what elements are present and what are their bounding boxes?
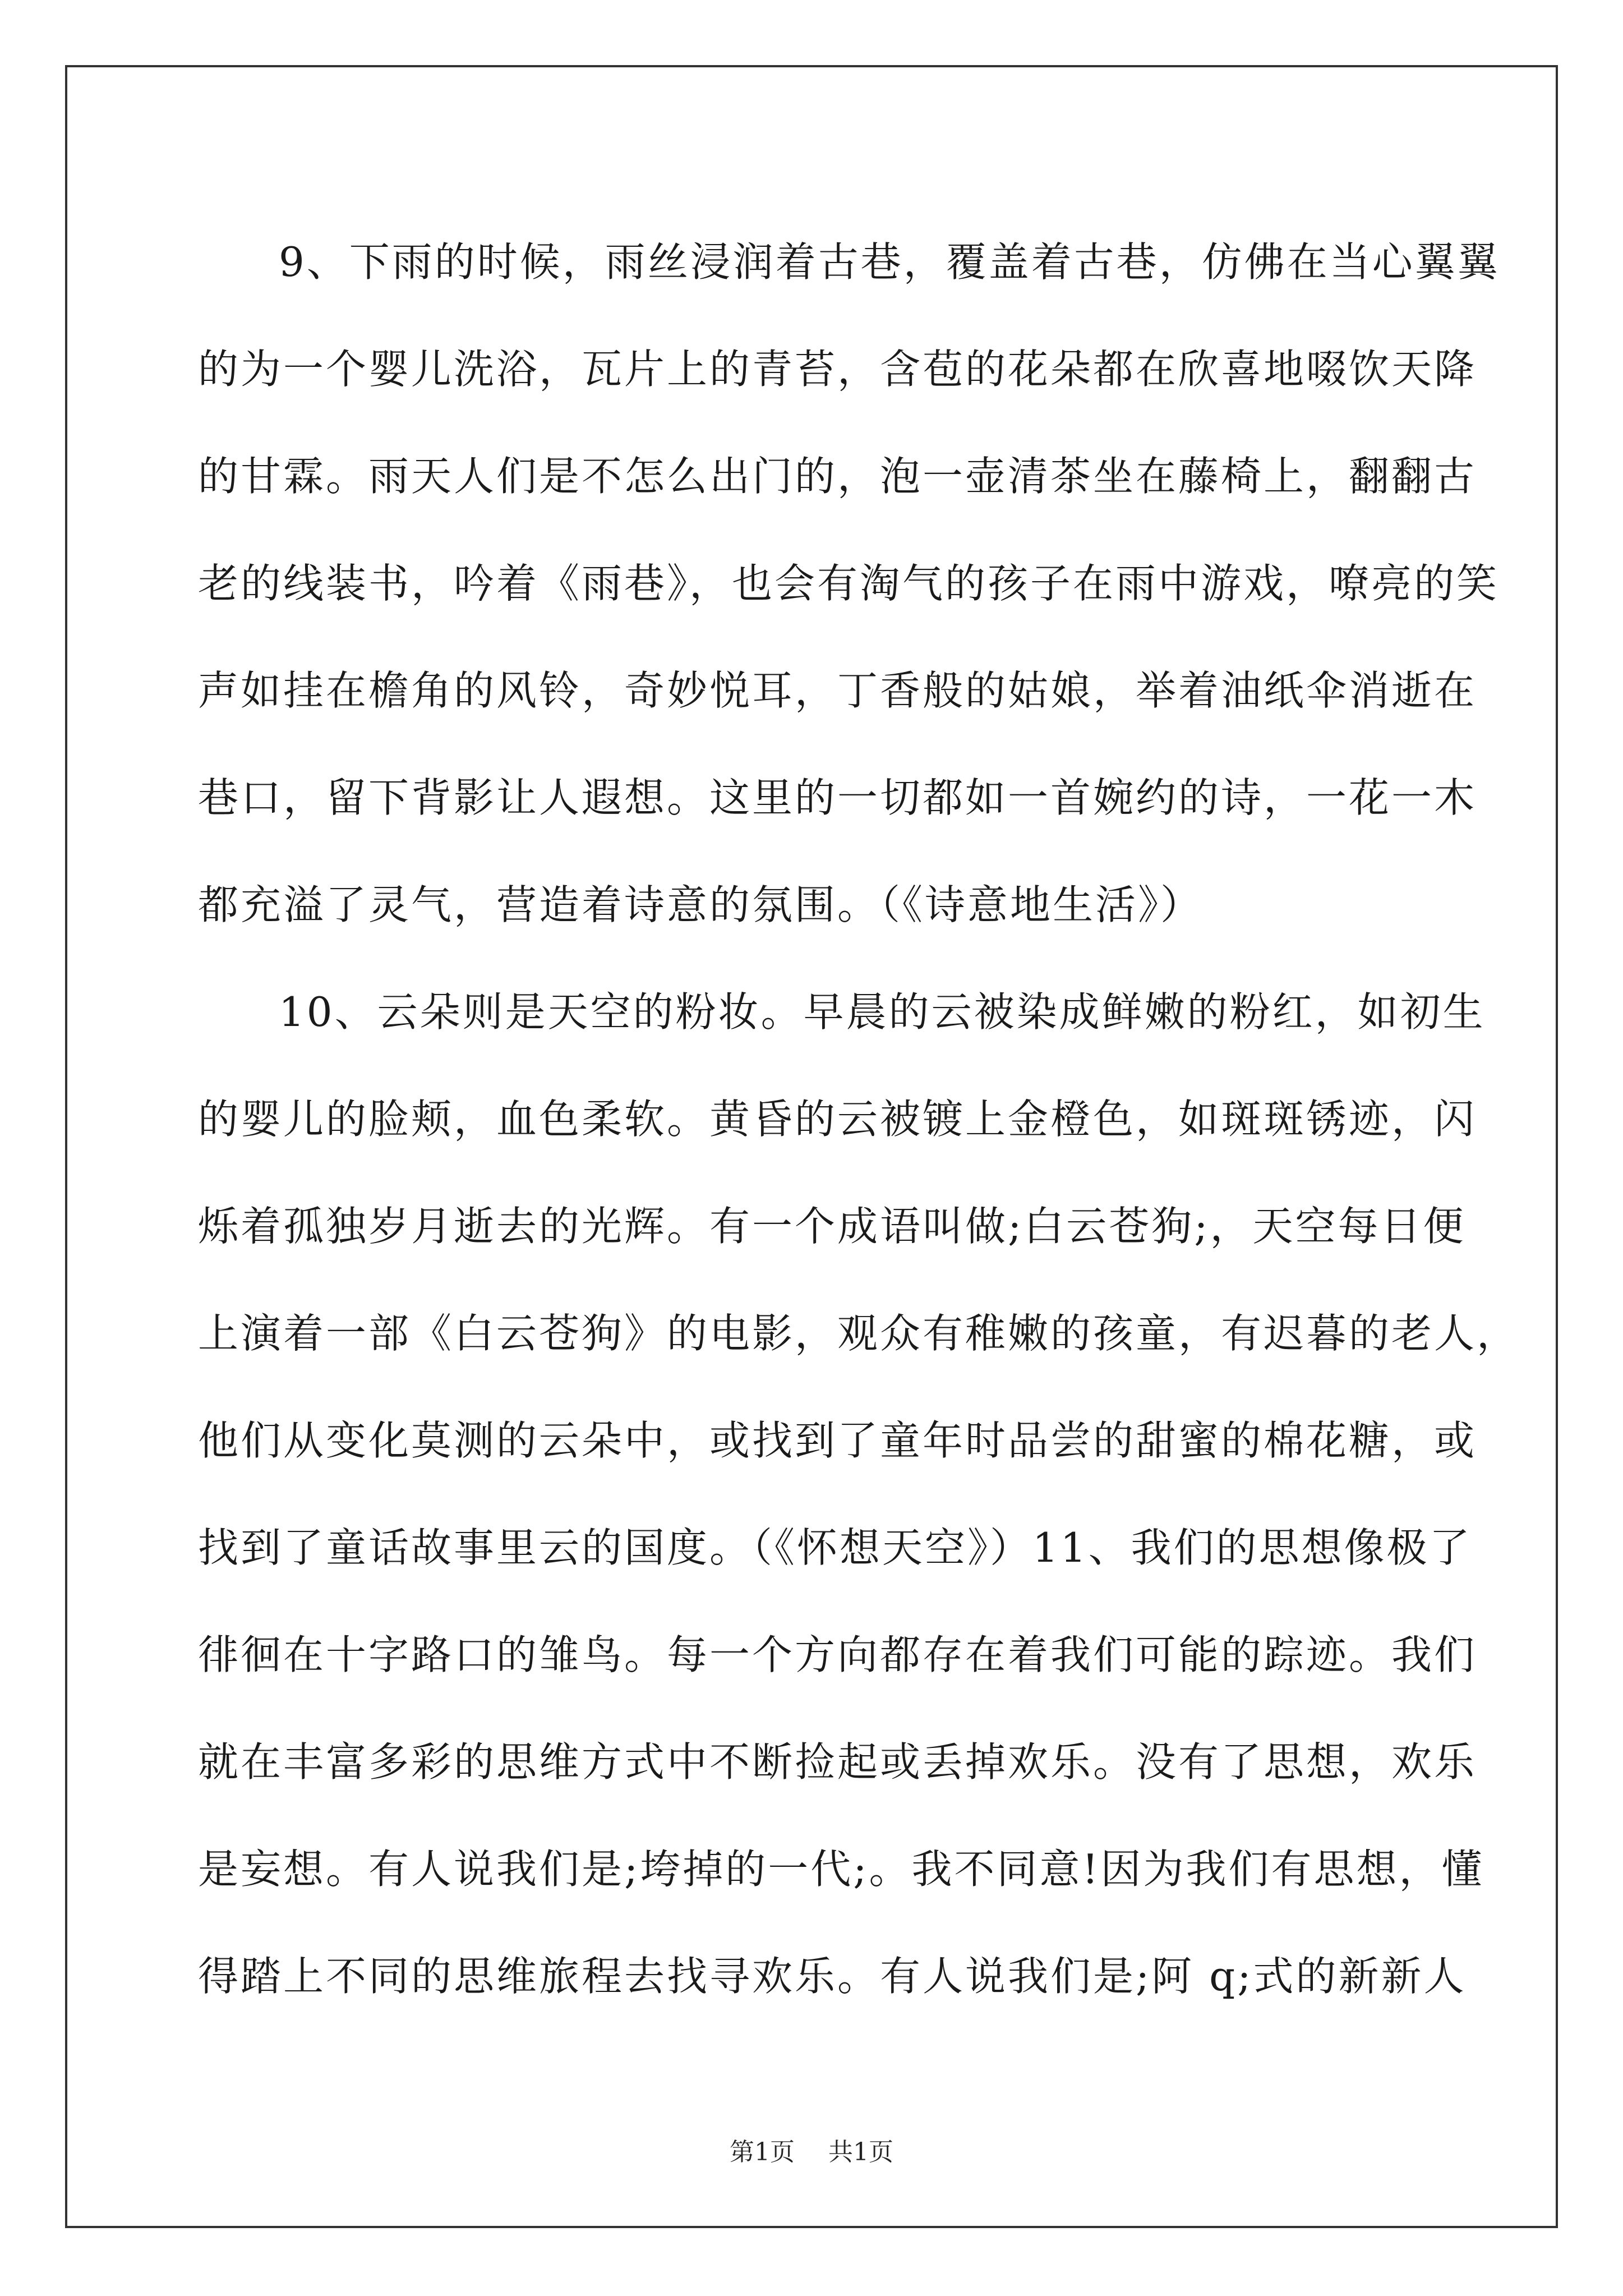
text-line: 9、下雨的时候，雨丝浸润着古巷，覆盖着古巷，仿佛在当心翼翼 bbox=[279, 238, 1500, 286]
document-body bbox=[198, 209, 1520, 2030]
text-line: 10、云朵则是天空的粉妆。早晨的云被染成鲜嫩的粉红，如初生 bbox=[279, 988, 1486, 1036]
text-line: 的甘霖。雨天人们是不怎么出门的，泡一壶清茶坐在藤椅上，翻翻古 bbox=[198, 453, 1477, 500]
text-line: 的为一个婴儿洗浴，瓦片上的青苔，含苞的花朵都在欣喜地啜饮天降 bbox=[198, 346, 1477, 393]
page-total: 共1页 bbox=[828, 2138, 893, 2166]
text-line: 徘徊在十字路口的雏鸟。每一个方向都存在着我们可能的踪迹。我们 bbox=[198, 1631, 1477, 1678]
text-line: 他们从变化莫测的云朵中，或找到了童年时品尝的甜蜜的棉花糖，或 bbox=[198, 1417, 1477, 1464]
text-line: 得踏上不同的思维旅程去找寻欢乐。有人说我们是;阿 q;式的新新人 bbox=[198, 1953, 1467, 2000]
text-line: 老的线装书，吟着《雨巷》，也会有淘气的孩子在雨中游戏，嘹亮的笑 bbox=[198, 560, 1500, 607]
paragraph-rain-alley bbox=[198, 209, 1500, 959]
page-number: 第1页 bbox=[730, 2138, 795, 2166]
text-line: 巷口，留下背影让人遐想。这里的一切都如一首婉约的诗，一花一木 bbox=[198, 774, 1477, 821]
text-line: 是妄想。有人说我们是;垮掉的一代;。我不同意!因为我们有思想，懂 bbox=[198, 1846, 1484, 1893]
text-line: 就在丰富多彩的思维方式中不断捡起或丢掉欢乐。没有了思想，欢乐 bbox=[198, 1738, 1477, 1786]
text-line: 找到了童话故事里云的国度。（《怀想天空》）11、我们的思想像极了 bbox=[198, 1524, 1472, 1571]
text-line: 声如挂在檐角的风铃，奇妙悦耳，丁香般的姑娘，举着油纸伞消逝在 bbox=[198, 667, 1477, 714]
text-line: 的婴儿的脸颊，血色柔软。黄昏的云被镀上金橙色，如斑斑锈迹，闪 bbox=[198, 1096, 1477, 1143]
paragraph-clouds-sky bbox=[198, 959, 1520, 2030]
text-line: 上演着一部《白云苍狗》的电影，观众有稚嫩的孩童，有迟暮的老人， bbox=[198, 1310, 1520, 1357]
text-line: 都充溢了灵气，营造着诗意的氛围。（《诗意地生活》） bbox=[198, 881, 1204, 928]
page-footer bbox=[0, 2132, 1623, 2168]
text-line: 烁着孤独岁月逝去的光辉。有一个成语叫做;白云苍狗;，天空每日便 bbox=[198, 1203, 1466, 1250]
